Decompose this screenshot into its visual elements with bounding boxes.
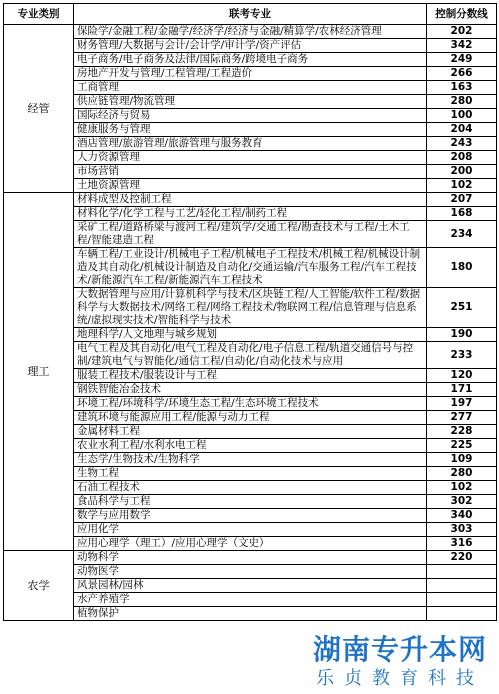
major-cell: 人力资源管理	[74, 151, 427, 165]
watermark-title: 湖南专升本网	[312, 633, 487, 666]
score-cell: 340	[427, 509, 497, 523]
score-cell: 277	[427, 411, 497, 425]
score-cell: 200	[427, 165, 497, 179]
major-cell: 采矿工程/道路桥梁与渡河工程/建筑学/交通工程/勘查技术与工程/土木工程/智能建造工程	[74, 221, 427, 248]
major-cell: 材料成型及控制工程	[74, 193, 427, 207]
major-cell: 酒店管理/旅游管理/旅游管理与服务教育	[74, 137, 427, 151]
score-cell: 171	[427, 383, 497, 397]
table-row	[4, 25, 497, 39]
score-cell	[427, 593, 497, 607]
score-cell: 316	[427, 537, 497, 551]
major-cell: 农业水利工程/水利水电工程	[74, 439, 427, 453]
table-row	[4, 328, 497, 342]
score-cell: 102	[427, 481, 497, 495]
score-cell: 243	[427, 137, 497, 151]
score-cell: 208	[427, 151, 497, 165]
watermark-subtitle: 乐贞教育科技	[316, 668, 484, 689]
major-cell: 动物医学	[74, 565, 427, 579]
score-cell: 197	[427, 397, 497, 411]
table-row	[4, 137, 497, 151]
score-cell: 190	[427, 328, 497, 342]
score-cell: 163	[427, 81, 497, 95]
category-cell: 理工	[4, 193, 74, 551]
score-cell: 302	[427, 495, 497, 509]
table-row	[4, 109, 497, 123]
table-header-row	[4, 4, 497, 25]
major-cell: 土地资源管理	[74, 179, 427, 193]
table-row	[4, 193, 497, 207]
category-cell: 经管	[4, 25, 74, 193]
major-cell: 房地产开发与管理/工程管理/工程造价	[74, 67, 427, 81]
major-cell: 钢铁智能冶金技术	[74, 383, 427, 397]
table-row	[4, 481, 497, 495]
table-row	[4, 495, 497, 509]
score-cell: 120	[427, 369, 497, 383]
score-cell: 202	[427, 25, 497, 39]
score-cell: 225	[427, 439, 497, 453]
table-row	[4, 179, 497, 193]
major-cell: 地理科学/人文地理与城乡规划	[74, 328, 427, 342]
table-row	[4, 551, 497, 565]
table-row	[4, 425, 497, 439]
table-row	[4, 369, 497, 383]
major-cell: 保险学/金融工程/金融学/经济学/经济与金融/精算学/农林经济管理	[74, 25, 427, 39]
table-row	[4, 165, 497, 179]
score-cell: 102	[427, 179, 497, 193]
table-row	[4, 207, 497, 221]
major-cell: 市场营销	[74, 165, 427, 179]
major-cell: 金属材料工程	[74, 425, 427, 439]
table-row	[4, 579, 497, 593]
major-cell: 供应链管理/物流管理	[74, 95, 427, 109]
major-cell: 应用化学	[74, 523, 427, 537]
score-cell: 100	[427, 109, 497, 123]
major-cell: 国际经济与贸易	[74, 109, 427, 123]
table-row	[4, 523, 497, 537]
score-cell: 280	[427, 467, 497, 481]
table-body	[4, 25, 497, 621]
score-cell: 303	[427, 523, 497, 537]
table-row	[4, 537, 497, 551]
major-cell: 数学与应用数学	[74, 509, 427, 523]
header-category: 专业类别	[4, 4, 74, 25]
score-cell	[427, 607, 497, 621]
score-cell: 204	[427, 123, 497, 137]
table-row	[4, 453, 497, 467]
table-row	[4, 248, 497, 288]
score-cell: 168	[427, 207, 497, 221]
major-cell: 食品科学与工程	[74, 495, 427, 509]
table-row	[4, 221, 497, 248]
major-cell: 生物工程	[74, 467, 427, 481]
major-cell: 生态学/生物技术/生物科学	[74, 453, 427, 467]
table-row	[4, 95, 497, 109]
major-cell: 健康服务与管理	[74, 123, 427, 137]
table-row	[4, 607, 497, 621]
major-cell: 动物科学	[74, 551, 427, 565]
major-cell: 石油工程技术	[74, 481, 427, 495]
table-row	[4, 151, 497, 165]
score-cell: 109	[427, 453, 497, 467]
score-cell: 220	[427, 551, 497, 565]
table-row	[4, 593, 497, 607]
table-row	[4, 439, 497, 453]
table-row	[4, 53, 497, 67]
score-cell	[427, 579, 497, 593]
major-cell: 车辆工程/工业设计/机械电子工程/机械电子工程技术/机械工程/机械设计制造及其自动化/机械设计制造及自动化/交通运输/汽车服务工程/汽车工程技术/新能源汽车工程/新能源汽车工程技术	[74, 248, 427, 288]
table-row	[4, 123, 497, 137]
header-score: 控制分数线	[427, 4, 497, 25]
score-cell: 266	[427, 67, 497, 81]
score-cell: 228	[427, 425, 497, 439]
score-cell: 249	[427, 53, 497, 67]
major-cell: 应用心理学（理工）/应用心理学（文史）	[74, 537, 427, 551]
score-table	[3, 3, 497, 621]
score-cell: 251	[427, 288, 497, 328]
major-cell: 大数据管理与应用/计算机科学与技术/区块链工程/人工智能/软件工程/数据科学与大数据技术/网络工程/网络工程技术/物联网工程/信息管理与信息系统/虚拟现实技术/智能科学与技术	[74, 288, 427, 328]
table-row	[4, 342, 497, 369]
major-cell: 服装工程技术/服装设计与工程	[74, 369, 427, 383]
score-cell	[427, 565, 497, 579]
score-cell: 207	[427, 193, 497, 207]
major-cell: 环境工程/环境科学/环境生态工程/生态环境工程技术	[74, 397, 427, 411]
major-cell: 水产养殖学	[74, 593, 427, 607]
header-major: 联考专业	[74, 4, 427, 25]
admission-score-table-container	[3, 3, 496, 621]
table-row	[4, 411, 497, 425]
score-cell: 234	[427, 221, 497, 248]
major-cell: 风景园林/园林	[74, 579, 427, 593]
score-cell: 180	[427, 248, 497, 288]
watermark-logo	[307, 632, 497, 694]
table-row	[4, 288, 497, 328]
table-row	[4, 383, 497, 397]
category-cell: 农学	[4, 551, 74, 621]
major-cell: 材料化学/化学工程与工艺/轻化工程/制药工程	[74, 207, 427, 221]
major-cell: 电气工程及其自动化/电气工程及自动化/电子信息工程/轨道交通信号与控制/建筑电气与智能化/通信工程/自动化/自动化技术与应用	[74, 342, 427, 369]
table-row	[4, 67, 497, 81]
major-cell: 工商管理	[74, 81, 427, 95]
major-cell: 财务管理/大数据与会计/会计学/审计学/资产评估	[74, 39, 427, 53]
score-cell: 342	[427, 39, 497, 53]
major-cell: 电子商务/电子商务及法律/国际商务/跨境电子商务	[74, 53, 427, 67]
table-row	[4, 39, 497, 53]
table-row	[4, 467, 497, 481]
score-cell: 280	[427, 95, 497, 109]
major-cell: 建筑环境与能源应用工程/能源与动力工程	[74, 411, 427, 425]
major-cell: 植物保护	[74, 607, 427, 621]
table-row	[4, 397, 497, 411]
table-row	[4, 565, 497, 579]
table-row	[4, 509, 497, 523]
score-cell: 233	[427, 342, 497, 369]
table-row	[4, 81, 497, 95]
